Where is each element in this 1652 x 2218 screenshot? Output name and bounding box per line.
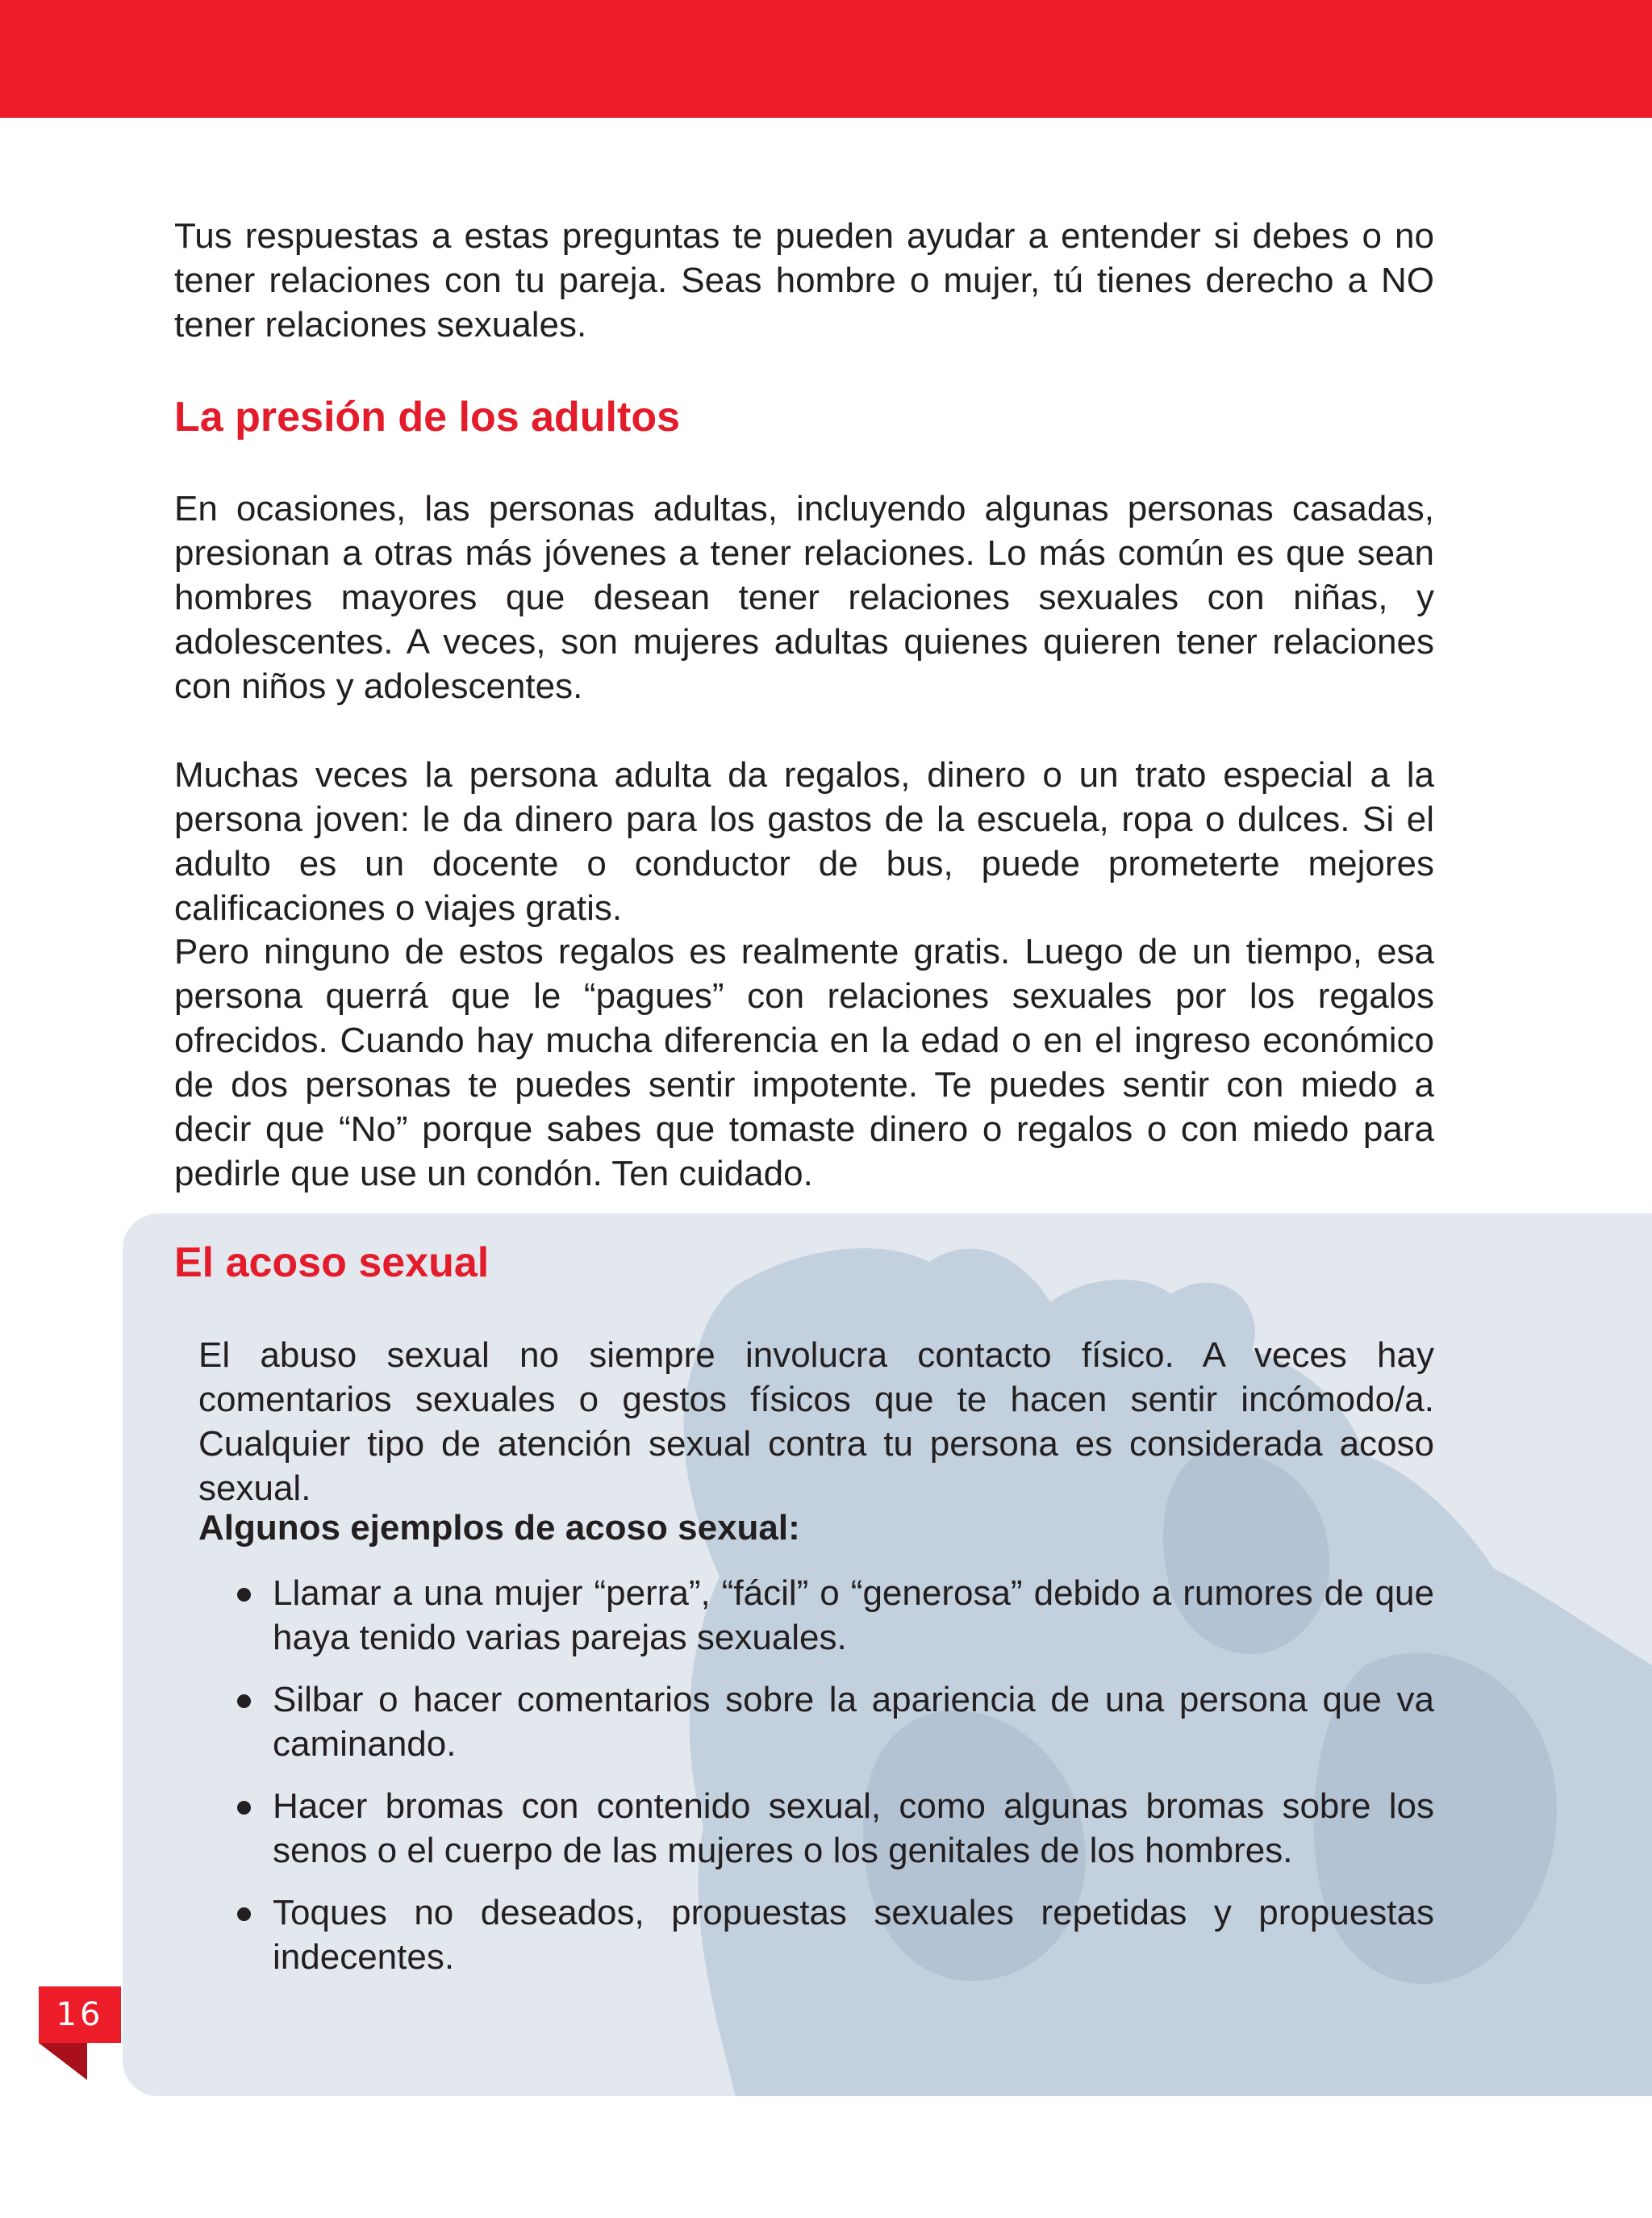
examples-heading: Algunos ejemplos de acoso sexual: [198,1508,800,1548]
list-item [234,1571,1434,1660]
harassment-paragraph: El abuso sexual no siempre involucra contacto físico. A veces hay comentarios sexuales o gestos físicos que te hacen sentir incómodo/a. Cualquier tipo de atención sexual contra tu persona es considerada acoso sexual. [198,1335,1434,1508]
section-heading-harassment: El acoso sexual [174,1239,490,1286]
list-item [234,1890,1434,1979]
body-paragraph-1: En ocasiones, las personas adultas, incluyendo algunas personas casadas, presionan a otras más jóvenes a tener relaciones. Lo más común es que sean hombres mayores que desean tener relaciones sexuales con niñas, y adolescentes. A veces, son mujeres adultas quienes quieren tener relaciones con niños y adolescentes. [174,489,1434,706]
page-tab-fold [39,2043,87,2080]
body-paragraph-3: Pero ninguno de estos regalos es realmente gratis. Luego de un tiempo, esa persona querrá que le “pagues” con relaciones sexuales por los regalos ofrecidos. Cuando hay mucha diferencia en la edad o en el ingreso económico de dos personas te puedes sentir impotente. Te puedes sentir con miedo a decir que “No” porque sabes que tomaste dinero o regalos o con miedo para pedirle que use un condón. Ten cuidado. [174,932,1434,1193]
top-red-band [0,0,1652,118]
body-paragraph-2: Muchas veces la persona adulta da regalos, dinero o un trato especial a la persona joven: le da dinero para los gastos de la escuela, ropa o dulces. Si el adulto es un docente o conductor de bus, puede prometerte mejores calificaciones o viajes gratis. [174,755,1434,928]
page-number: 16 [39,1986,121,2043]
bullet-icon [237,1588,251,1602]
bullet-icon [237,1801,251,1815]
list-item [234,1677,1434,1766]
list-item [234,1784,1434,1873]
intro-paragraph: Tus respuestas a estas preguntas te pueden ayudar a entender si debes o no tener relaciones con tu pareja. Seas hombre o mujer, tú tienes derecho a NO tener relaciones sexuales. [174,216,1434,345]
list-item-text: Toques no deseados, propuestas sexuales repetidas y propuestas indecentes. [273,1893,1434,1977]
list-item-text: Llamar a una mujer “perra”, “fácil” o “generosa” debido a rumores de que haya tenido varias parejas sexuales. [273,1573,1434,1657]
list-item-text: Silbar o hacer comentarios sobre la apariencia de una persona que va caminando. [273,1680,1434,1764]
section-heading-adult-pressure: La presión de los adultos [174,394,680,441]
list-item-text: Hacer bromas con contenido sexual, como algunas bromas sobre los senos o el cuerpo de las mujeres o los genitales de los hombres. [273,1786,1434,1870]
bullet-icon [237,1694,251,1708]
examples-list [234,1571,1434,1997]
bullet-icon [237,1907,251,1921]
